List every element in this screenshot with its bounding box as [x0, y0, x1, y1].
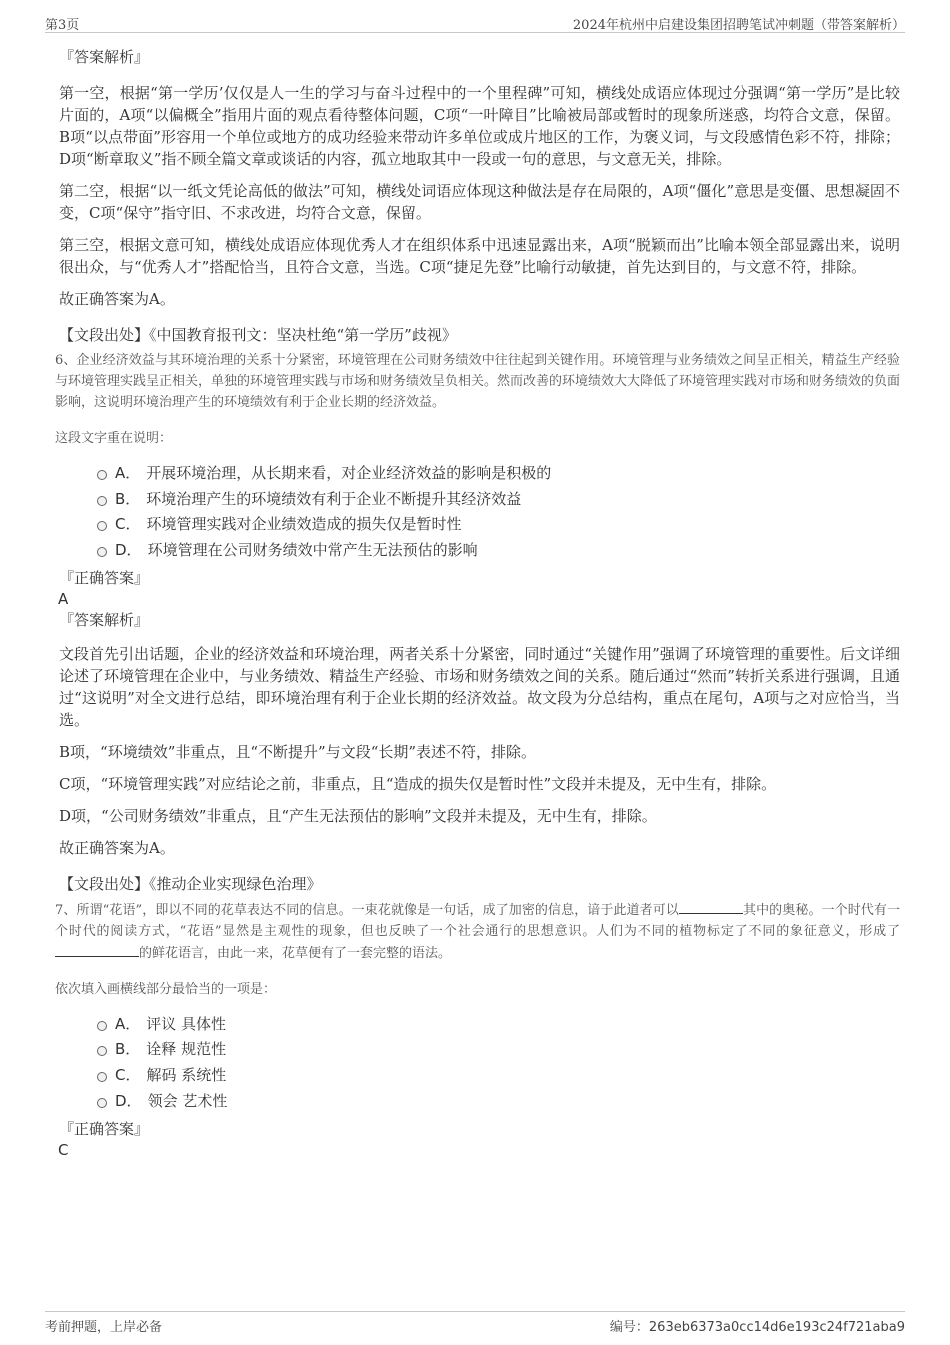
q5-analysis-p1: 第一空，根据“第一学历’仅仅是人一生的学习与奋斗过程中的一个里程碑”可知，横线处成语应体现过分强调“第一学历”是比较片面的，A项“以偏概全”指用片面的观点看待整体问题，C项“一叶障目”比喻被局部或暂时的现象所迷惑，均符合文意，保留。B项“以点带面”形容用一个单位或地方的成功经验来带动许多单位或成片地区的工作，为褒义词，与文段感情色彩不符，排除；D项“断章取义”指不顾全篇文章或谈话的内容，孤立地取其中一段或一句的意思，与文意无关，排除。 — [59, 84, 900, 168]
q7-answer: C — [58, 1140, 69, 1159]
q6-conclusion: 故正确答案为A。 — [59, 838, 175, 857]
q6-analysis-label: 『答案解析』 — [59, 610, 150, 629]
q6-analysis-p4: D项，“公司财务绩效”非重点，且“产生无法预估的影响”文段并未提及，无中生有，排除。 — [59, 806, 657, 825]
radio-icon[interactable] — [97, 547, 107, 557]
radio-icon[interactable] — [97, 1072, 107, 1082]
q7-blank-1 — [679, 899, 743, 914]
q6-source: 【文段出处】《推动企业实现绿色治理》 — [59, 874, 322, 893]
q5-source: 【文段出处】《中国教育报刊文：坚决杜绝“第一学历”歧视》 — [59, 326, 457, 344]
q6-option-a[interactable]: A． 开展环境治理，从长期来看，对企业经济效益的影响是积极的 — [97, 462, 900, 488]
q5-analysis-p2: 第二空，根据“以一纸文凭论高低的做法”可知，横线处词语应体现这种做法是存在局限的，A项“僵化”意思是变僵、思想凝固不变，C项“保守”指守旧、不求改进，均符合文意，保留。 — [59, 182, 900, 222]
q7-option-d[interactable]: D． 领会 艺术性 — [97, 1090, 900, 1116]
radio-icon[interactable] — [97, 496, 107, 506]
q7-blank-2 — [55, 942, 139, 957]
q7-option-c[interactable]: C． 解码 系统性 — [97, 1064, 900, 1090]
page-footer — [45, 1311, 905, 1334]
page-number: 第3页 — [45, 18, 80, 33]
q5-analysis-p3: 第三空，根据文意可知，横线处成语应体现优秀人才在组织体系中迅速显露出来，A项“脱颖而出”比喻本领全部显露出来，说明很出众，与“优秀人才”搭配恰当，且符合文意，当选。C项“捷足先登”比喻行动敏捷，首先达到目的，与文意不符，排除。 — [59, 236, 900, 276]
radio-icon[interactable] — [97, 521, 107, 531]
q6-text: 6、企业经济效益与其环境治理的关系十分紧密，环境管理在公司财务绩效中往往起到关键作用。环境管理与业务绩效之间呈正相关，精益生产经验与环境管理实践呈正相关，单独的环境管理实践与市场和财务绩效呈负相关。然而改善的环境绩效大大降低了环境管理实践对市场和财务绩效的负面影响，这说明环境治理产生的环境绩效有利于企业长期的经济效益。 — [55, 353, 901, 410]
q5-conclusion: 故正确答案为A。 — [59, 290, 175, 308]
document-body — [55, 40, 900, 1160]
q7-text: 7、所谓“花语”，即以不同的花草表达不同的信息。一束花就像是一句话，成了加密的信息，谙于此道者可以 其中的奥秘。一个时代有一个时代的阅读方式，“花语”显然是主观性的现象，但也反映了一个社会通行的思想意识。人们为不同的植物标定了不同的象征意义，形成了的鲜花语言，由此一来，花草便有了一套完整的语法。 — [55, 899, 900, 964]
q6-answer-label: 『正确答案』 — [59, 568, 150, 587]
radio-icon[interactable] — [97, 1021, 107, 1031]
page-header — [45, 12, 905, 33]
q5-analysis — [55, 46, 900, 346]
question-6 — [55, 350, 900, 895]
q7-option-b[interactable]: B． 诠释 规范性 — [97, 1038, 900, 1064]
radio-icon[interactable] — [97, 470, 107, 480]
footer-code: 编号：263eb6373a0cc14d6e193c24f721aba9 — [609, 1320, 905, 1335]
q6-option-d[interactable]: D． 环境管理在公司财务绩效中常产生无法预估的影响 — [97, 539, 900, 565]
q6-analysis-p1: 文段首先引出话题，企业的经济效益和环境治理，两者关系十分紧密，同时通过“关键作用”强调了环境管理的重要性。后文详细论述了环境管理在企业中，与业务绩效、精益生产经验、市场和财务绩效之间的关系。随后通过“然而”转折关系进行强调，且通过“这说明”对全文进行总结，即环境治理有利于企业长期的经济效益。故文段为分总结构，重点在尾句，A项与之对应恰当，当选。 — [59, 644, 900, 729]
q6-options — [97, 462, 900, 565]
q6-option-c[interactable]: C． 环境管理实践对企业绩效造成的损失仅是暂时性 — [97, 513, 900, 539]
question-7 — [55, 899, 900, 1160]
q6-prompt: 这段文字重在说明： — [55, 431, 173, 446]
footer-note: 考前押题，上岸必备 — [45, 1320, 163, 1335]
q6-analysis-p2: B项，“环境绩效”非重点，且“不断提升”与文段“长期”表述不符，排除。 — [59, 742, 537, 761]
q7-options — [97, 1013, 900, 1116]
document-title: 2024年杭州中启建设集团招聘笔试冲刺题（带答案解析） — [572, 18, 905, 33]
radio-icon[interactable] — [97, 1046, 107, 1056]
q5-analysis-label: 『答案解析』 — [59, 48, 150, 66]
q7-prompt: 依次填入画横线部分最恰当的一项是： — [55, 981, 277, 997]
q7-answer-label: 『正确答案』 — [59, 1119, 150, 1138]
q6-analysis-p3: C项，“环境管理实践”对应结论之前，非重点，且“造成的损失仅是暂时性”文段并未提及，无中生有，排除。 — [59, 774, 777, 793]
q7-option-a[interactable]: A． 评议 具体性 — [97, 1013, 900, 1039]
q6-option-b[interactable]: B． 环境治理产生的环境绩效有利于企业不断提升其经济效益 — [97, 488, 900, 514]
radio-icon[interactable] — [97, 1098, 107, 1108]
q6-answer: A — [58, 589, 69, 608]
